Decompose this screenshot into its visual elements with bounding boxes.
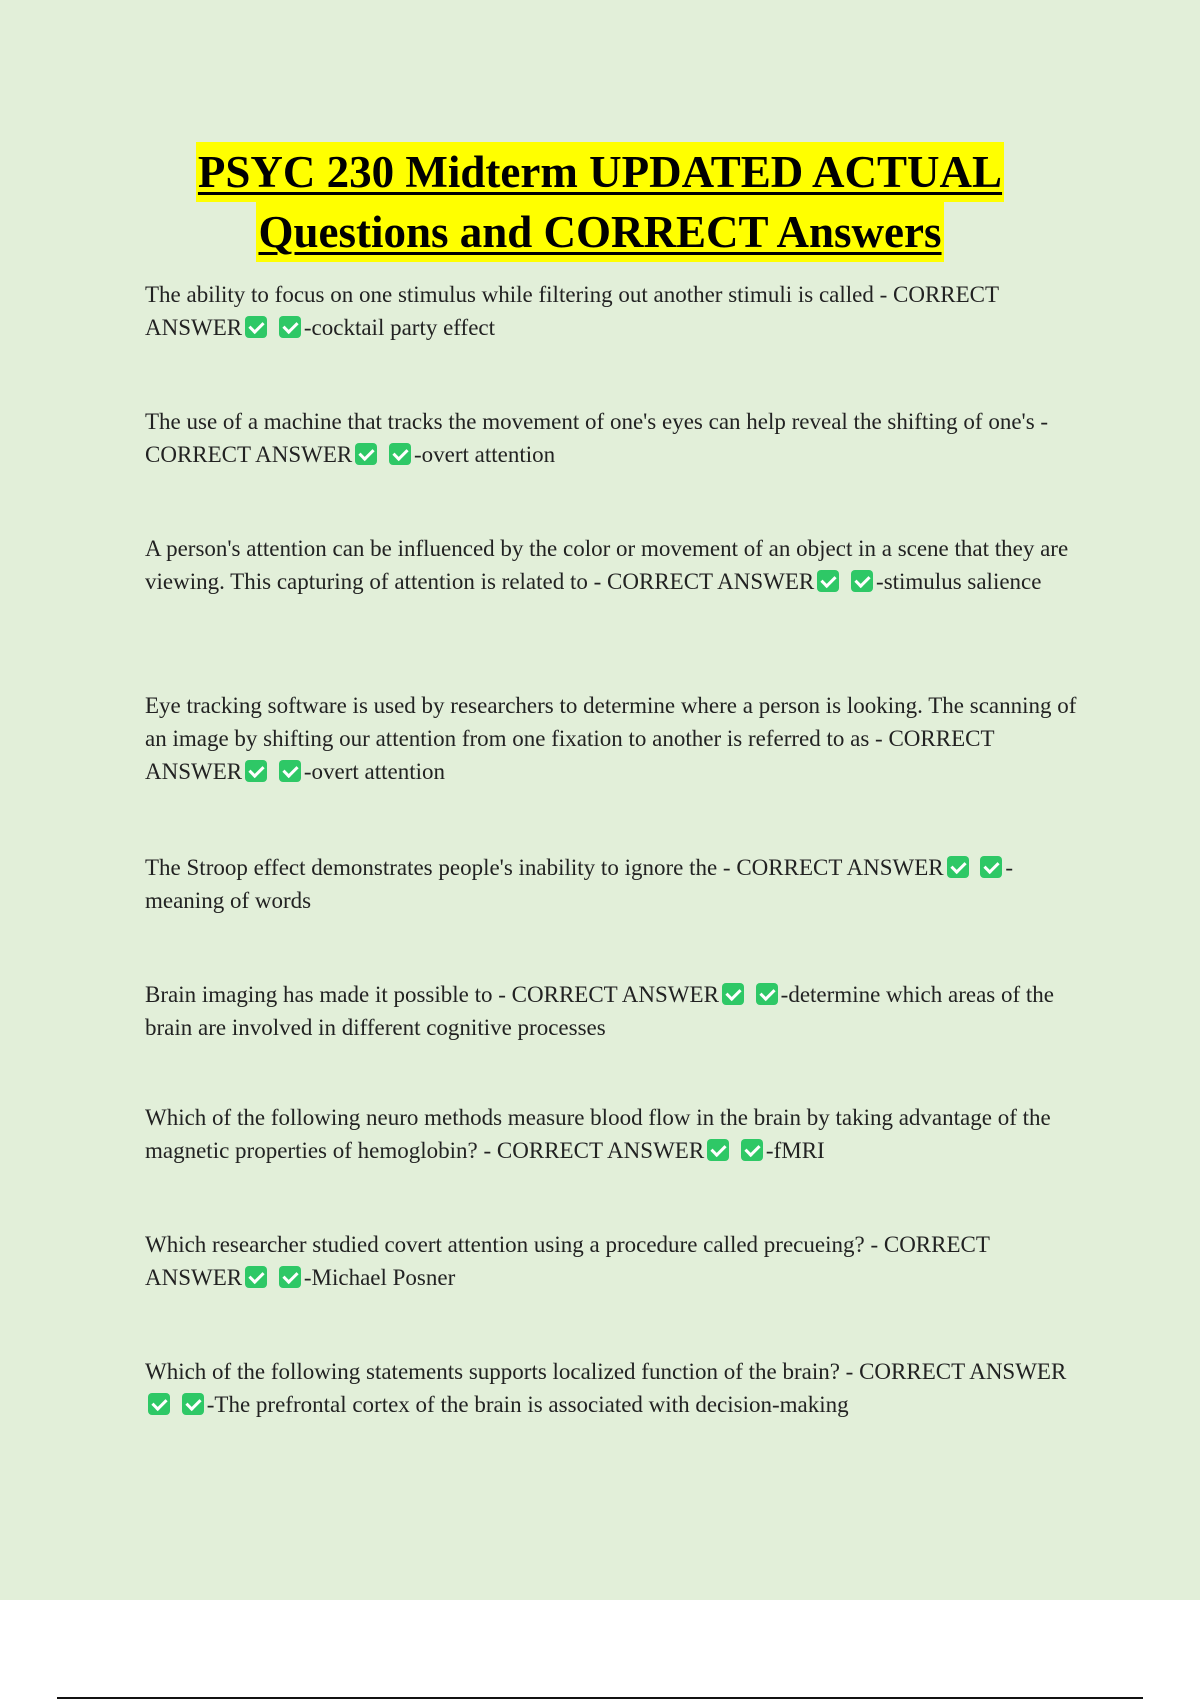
answer-text: -meaning of words xyxy=(145,855,1014,913)
qa-item-2 xyxy=(145,405,1085,471)
check-box-icon xyxy=(947,856,969,878)
title-line-1: PSYC 230 Midterm UPDATED ACTUAL xyxy=(196,142,1004,202)
question-text: Which of the following neuro methods measure blood flow in the brain by taking advantage of the magnetic properties of hemoglobin? - CORRECT ANSWER xyxy=(145,1105,1051,1163)
document-title xyxy=(0,142,1200,262)
check-box-icon xyxy=(980,856,1002,878)
qa-item-7 xyxy=(145,1101,1085,1167)
question-text: Which of the following statements supports localized function of the brain? - CORRECT ANSWER xyxy=(145,1359,1067,1384)
answer-text: -cocktail party effect xyxy=(303,315,496,340)
check-box-icon xyxy=(741,1139,763,1161)
qa-item-9 xyxy=(145,1355,1085,1421)
check-box-icon xyxy=(722,983,744,1005)
check-box-icon xyxy=(756,983,778,1005)
question-text: A person's attention can be influenced by the color or movement of an object in a scene that they are viewing. This capturing of attention is related to - CORRECT ANSWER xyxy=(145,536,1069,594)
qa-item-5 xyxy=(145,851,1085,917)
title-line-2: Questions and CORRECT Answers xyxy=(256,202,943,262)
check-box-icon xyxy=(389,443,411,465)
check-box-icon xyxy=(817,570,839,592)
answer-text: -overt attention xyxy=(414,442,556,467)
answer-text: -stimulus salience xyxy=(876,569,1042,594)
question-text: Eye tracking software is used by researchers to determine where a person is looking. The scanning of an image by shifting our attention from one fixation to another is referred to as - CORRECT ANSWER xyxy=(145,693,1077,784)
check-box-icon xyxy=(148,1393,170,1415)
qa-item-8 xyxy=(145,1228,1085,1294)
question-text: Brain imaging has made it possible to - CORRECT ANSWER xyxy=(145,982,719,1007)
check-box-icon xyxy=(355,443,377,465)
answer-text: -overt attention xyxy=(303,759,446,784)
check-box-icon xyxy=(279,1266,301,1288)
check-box-icon xyxy=(182,1393,204,1415)
qa-item-1 xyxy=(145,278,1085,344)
answer-text: -The prefrontal cortex of the brain is associated with decision-making xyxy=(206,1392,849,1417)
check-box-icon xyxy=(245,316,267,338)
check-box-icon xyxy=(851,570,873,592)
check-box-icon xyxy=(245,760,267,782)
answer-text: -Michael Posner xyxy=(303,1265,456,1290)
qa-item-6 xyxy=(145,978,1085,1044)
answer-text: -determine which areas of the brain are involved in different cognitive processes xyxy=(145,982,1054,1040)
question-text: Which researcher studied covert attention using a procedure called precueing? - CORRECT ANSWER xyxy=(145,1232,990,1290)
check-box-icon xyxy=(245,1266,267,1288)
qa-item-3 xyxy=(145,532,1085,598)
qa-item-4 xyxy=(145,689,1085,788)
question-text: The ability to focus on one stimulus while filtering out another stimuli is called - CORRECT ANSWER xyxy=(145,282,999,340)
check-box-icon xyxy=(707,1139,729,1161)
answer-text: -fMRI xyxy=(765,1138,825,1163)
check-box-icon xyxy=(279,760,301,782)
footer-divider xyxy=(57,1697,1143,1699)
question-text: The Stroop effect demonstrates people's inability to ignore the - CORRECT ANSWER xyxy=(145,855,944,880)
question-text: The use of a machine that tracks the movement of one's eyes can help reveal the shifting of one's - CORRECT ANSWER xyxy=(145,409,1049,467)
check-box-icon xyxy=(279,316,301,338)
